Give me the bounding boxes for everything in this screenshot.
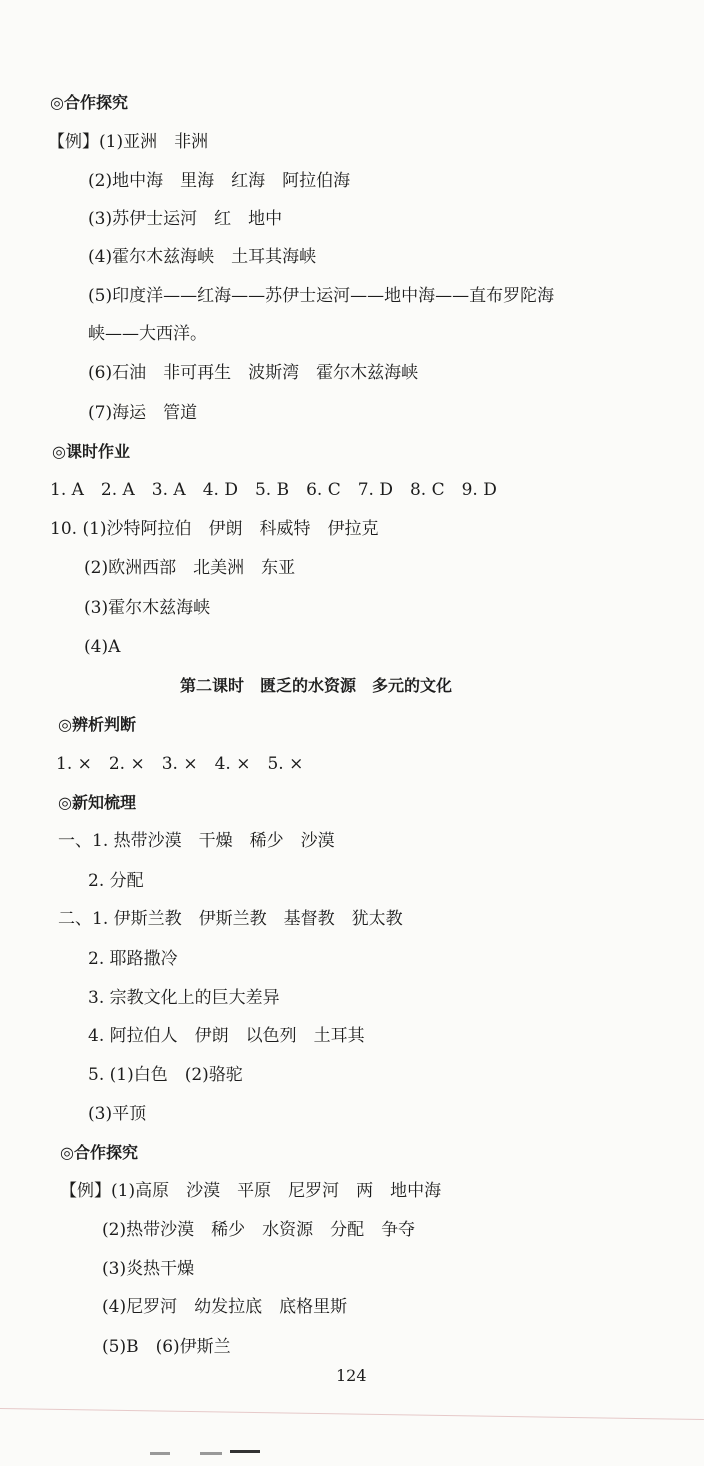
section-heading-hezuo-tanjiu-1: ◎合作探究 (50, 93, 128, 112)
lesson-title: 第二课时 匮乏的水资源 多元的文化 (180, 676, 453, 695)
answer-line: 1. × 2. × 3. × 4. × 5. × (56, 754, 304, 774)
answer-line: 二、1. 伊斯兰教 伊斯兰教 基督教 犹太教 (58, 909, 403, 929)
answer-line: 峡——大西洋。 (88, 324, 207, 344)
answer-line: 10. (1)沙特阿拉伯 伊朗 科威特 伊拉克 (50, 519, 379, 539)
page-number: 124 (336, 1366, 367, 1385)
answer-line: (3)苏伊士运河 红 地中 (88, 209, 283, 229)
answer-line: 2. 耶路撒冷 (88, 949, 178, 969)
answer-line: (5)印度洋——红海——苏伊士运河——地中海——直布罗陀海 (88, 286, 555, 306)
answer-line: (4)霍尔木兹海峡 土耳其海峡 (88, 247, 317, 267)
section-heading-bianxi-panduan: ◎辨析判断 (58, 715, 136, 734)
answer-line: 4. 阿拉伯人 伊朗 以色列 土耳其 (88, 1026, 365, 1046)
answer-line: (4)尼罗河 幼发拉底 底格里斯 (102, 1297, 348, 1317)
scan-artifact (230, 1450, 260, 1453)
answer-line: (2)地中海 里海 红海 阿拉伯海 (88, 171, 351, 191)
answer-line: (3)炎热干燥 (102, 1259, 195, 1279)
answer-line: (3)平顶 (88, 1104, 147, 1124)
answer-line: 3. 宗教文化上的巨大差异 (88, 988, 280, 1008)
answer-line: 2. 分配 (88, 871, 144, 891)
answer-line: (3)霍尔木兹海峡 (84, 598, 211, 618)
scan-edge-line (0, 1408, 704, 1420)
answer-line: (4)A (84, 637, 121, 657)
answer-line: 【例】(1)高原 沙漠 平原 尼罗河 两 地中海 (60, 1181, 442, 1201)
scan-artifact (150, 1452, 170, 1455)
answer-line: (5)B (6)伊斯兰 (102, 1337, 231, 1357)
answer-line: (7)海运 管道 (88, 403, 198, 423)
section-heading-xinzhi-shuli: ◎新知梳理 (58, 793, 136, 812)
answer-line: 5. (1)白色 (2)骆驼 (88, 1065, 243, 1085)
answer-line: 1. A 2. A 3. A 4. D 5. B 6. C 7. D 8. C 9. D (50, 480, 497, 500)
answer-line: (6)石油 非可再生 波斯湾 霍尔木兹海峡 (88, 363, 419, 383)
answer-line: 【例】(1)亚洲 非洲 (48, 132, 209, 152)
answer-line: (2)欧洲西部 北美洲 东亚 (84, 558, 296, 578)
section-heading-keshi-zuoye: ◎课时作业 (52, 442, 130, 461)
scan-artifact (200, 1452, 222, 1455)
answer-line: (2)热带沙漠 稀少 水资源 分配 争夺 (102, 1220, 416, 1240)
section-heading-hezuo-tanjiu-2: ◎合作探究 (60, 1143, 138, 1162)
answer-line: 一、1. 热带沙漠 干燥 稀少 沙漠 (58, 831, 335, 851)
